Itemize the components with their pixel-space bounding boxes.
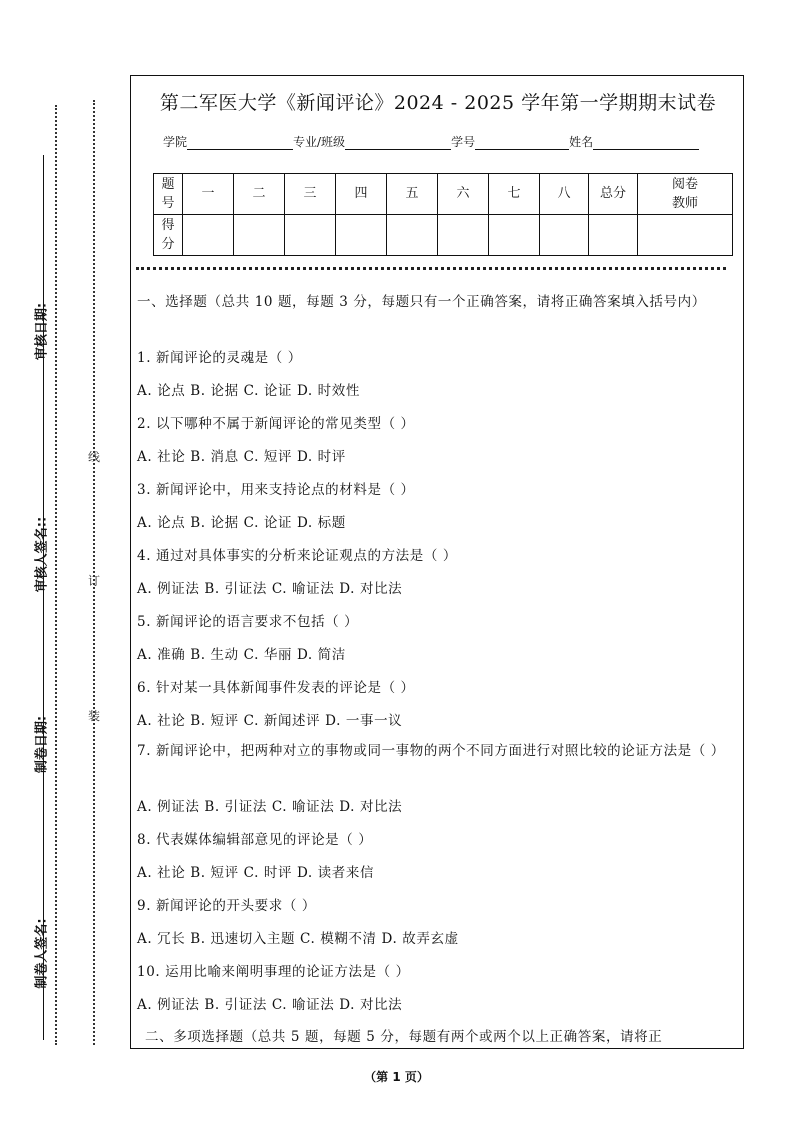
review-date-label: 审核日期: xyxy=(34,302,50,361)
options-10: A. 例证法 B. 引证法 C. 喻证法 D. 对比法 xyxy=(137,997,403,1013)
section1-heading: 一、选择题（总共 10 题，每题 3 分，每题只有一个正确答案，请将正确答案填入括号内） xyxy=(137,294,706,310)
exam-frame xyxy=(130,75,744,1049)
question-number-label: 题号 xyxy=(154,174,183,215)
options-3: A. 论点 B. 论据 C. 论证 D. 标题 xyxy=(137,515,346,531)
score-table-header-row xyxy=(154,174,733,215)
score-cell[interactable] xyxy=(438,215,489,256)
score-cell[interactable] xyxy=(234,215,285,256)
score-cell[interactable] xyxy=(387,215,438,256)
options-2: A. 社论 B. 消息 C. 短评 D. 时评 xyxy=(137,449,346,465)
options-6: A. 社论 B. 短评 C. 新闻述评 D. 一事一议 xyxy=(137,713,403,729)
question-7: 7. 新闻评论中，把两种对立的事物或同一事物的两个不同方面进行对照比较的论证方法是（ ） xyxy=(137,743,725,759)
student-info-line xyxy=(163,133,699,150)
binding-char-line: 线 xyxy=(88,450,101,464)
major-label: 专业/班级 xyxy=(293,135,346,149)
binding-char-staple: 装 xyxy=(88,709,101,723)
dotted-separator xyxy=(136,267,726,270)
question-8: 8. 代表媒体编辑部意见的评论是（ ） xyxy=(137,832,373,848)
options-9: A. 冗长 B. 迅速切入主题 C. 模糊不清 D. 故弄玄虚 xyxy=(137,931,459,947)
reviewer-signature-label: 审核人签名:: xyxy=(34,516,50,593)
score-cell[interactable] xyxy=(638,215,733,256)
col-5: 五 xyxy=(387,174,438,215)
question-4: 4. 通过对具体事实的分析来论证观点的方法是（ ） xyxy=(137,548,457,564)
col-6: 六 xyxy=(438,174,489,215)
options-7: A. 例证法 B. 引证法 C. 喻证法 D. 对比法 xyxy=(137,799,403,815)
score-cell[interactable] xyxy=(336,215,387,256)
student-id-label: 学号 xyxy=(451,135,476,149)
score-cell[interactable] xyxy=(540,215,589,256)
col-1: 一 xyxy=(183,174,234,215)
preparer-signature-label: 制卷人签名: xyxy=(34,918,50,989)
col-3: 三 xyxy=(285,174,336,215)
col-7: 七 xyxy=(489,174,540,215)
score-table xyxy=(153,173,733,256)
paper-date-label: 制卷日期: xyxy=(34,715,50,774)
score-cell[interactable] xyxy=(183,215,234,256)
binding-char-bind: 订 xyxy=(88,574,101,588)
score-cell[interactable] xyxy=(589,215,638,256)
options-1: A. 论点 B. 论据 C. 论证 D. 时效性 xyxy=(137,383,360,399)
options-5: A. 准确 B. 生动 C. 华丽 D. 简洁 xyxy=(137,647,346,663)
col-2: 二 xyxy=(234,174,285,215)
name-field[interactable] xyxy=(593,137,699,150)
col-total: 总分 xyxy=(589,174,638,215)
col-4: 四 xyxy=(336,174,387,215)
exam-title: 第二军医大学《新闻评论》2024 - 2025 学年第一学期期末试卷 xyxy=(159,92,717,114)
col-8: 八 xyxy=(540,174,589,215)
question-1: 1. 新闻评论的灵魂是（ ） xyxy=(137,350,302,366)
score-label: 得分 xyxy=(154,215,183,256)
question-10: 10. 运用比喻来阐明事理的论证方法是（ ） xyxy=(137,964,410,980)
question-5: 5. 新闻评论的语言要求不包括（ ） xyxy=(137,614,359,630)
question-6: 6. 针对某一具体新闻事件发表的评论是（ ） xyxy=(137,680,415,696)
question-2: 2. 以下哪种不属于新闻评论的常见类型（ ） xyxy=(137,416,415,432)
question-3: 3. 新闻评论中，用来支持论点的材料是（ ） xyxy=(137,482,415,498)
name-label: 姓名 xyxy=(569,135,594,149)
section2-heading: 二、多项选择题（总共 5 题，每题 5 分，每题有两个或两个以上正确答案，请将正 xyxy=(145,1029,663,1045)
score-cell[interactable] xyxy=(489,215,540,256)
page-number: （第 1 页） xyxy=(364,1070,429,1084)
college-label: 学院 xyxy=(163,135,188,149)
major-field[interactable] xyxy=(345,137,451,150)
question-9: 9. 新闻评论的开头要求（ ） xyxy=(137,898,316,914)
student-id-field[interactable] xyxy=(475,137,569,150)
options-8: A. 社论 B. 短评 C. 时评 D. 读者来信 xyxy=(137,865,375,881)
binding-dotted-line-1 xyxy=(55,105,57,1045)
col-grader: 阅卷教师 xyxy=(638,174,733,215)
score-cell[interactable] xyxy=(285,215,336,256)
options-4: A. 例证法 B. 引证法 C. 喻证法 D. 对比法 xyxy=(137,581,403,597)
college-field[interactable] xyxy=(187,137,293,150)
score-table-score-row xyxy=(154,215,733,256)
